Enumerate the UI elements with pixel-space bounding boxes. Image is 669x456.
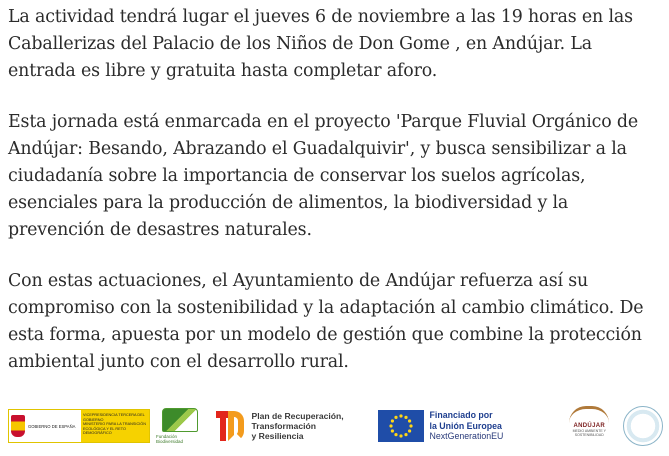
prtr-line-3: y Resiliencia (251, 431, 304, 441)
vicepresidencia-label: VICEPRESIDENCIA TERCERA DEL GOBIERNO (83, 413, 145, 422)
spain-shield-icon (11, 415, 25, 437)
article-paragraph: La actividad tendrá lugar el jueves 6 de noviembre a las 19 horas en las Caballerizas del Palacio de los Niños de Don Gome , en Andújar. La entrada es libre y gratuita hasta completar aforo. (8, 7, 633, 81)
plan-recuperacion-logo (216, 406, 372, 446)
arch-icon (569, 406, 609, 423)
gobierno-label: GOBIERNO DE ESPAÑA (28, 423, 76, 429)
andujar-logo (564, 406, 615, 446)
andujar-sub: MEDIO AMBIENTE Y SOSTENIBILIDAD (572, 429, 606, 437)
eu-line-3: NextGenerationEU (429, 431, 504, 442)
tr-mark-icon (216, 409, 246, 443)
eu-funding-logo (378, 406, 540, 446)
gobierno-espana-logo (8, 406, 150, 446)
article-paragraph: Con estas actuaciones, el Ayuntamiento de Andújar refuerza así su compromiso con la sostenibilidad y la adaptación al cambio climático. De esta forma, apuesta por un modelo de gestión que combine la protección ambiental junto con el desarrollo rural. (8, 271, 644, 372)
funding-logos-strip (8, 404, 663, 448)
eu-flag-icon (378, 410, 424, 442)
fundacion-label: Fundación Biodiversidad (156, 434, 184, 444)
article-paragraph: Esta jornada está enmarcada en el proyecto 'Parque Fluvial Orgánico de Andújar: Besando, Abrazando el Guadalquivir', y busca sensibilizar a la ciudadanía sobre la importancia de conservar los suelos agrícolas, esenciales para la producción de alimentos, la biodiversidad y la prevención de desastres naturales. (8, 112, 639, 240)
fundacion-biodiversidad-logo (156, 406, 204, 446)
andujar-name: ANDÚJAR (573, 423, 605, 429)
eu-line-1: Financiado por (429, 410, 493, 421)
ministerio-label: MINISTERIO PARA LA TRANSICIÓN ECOLÓGICA Y EL RETO DEMOGRÁFICO (83, 422, 146, 436)
prtr-line-2: Transformación (251, 421, 316, 431)
leaf-icon (162, 408, 198, 432)
parque-fluvial-seal (623, 406, 663, 446)
eu-line-2: la Unión Europea (429, 420, 502, 431)
prtr-line-1: Plan de Recuperación, (251, 411, 344, 421)
seal-icon (623, 406, 663, 446)
article-body (8, 4, 663, 400)
